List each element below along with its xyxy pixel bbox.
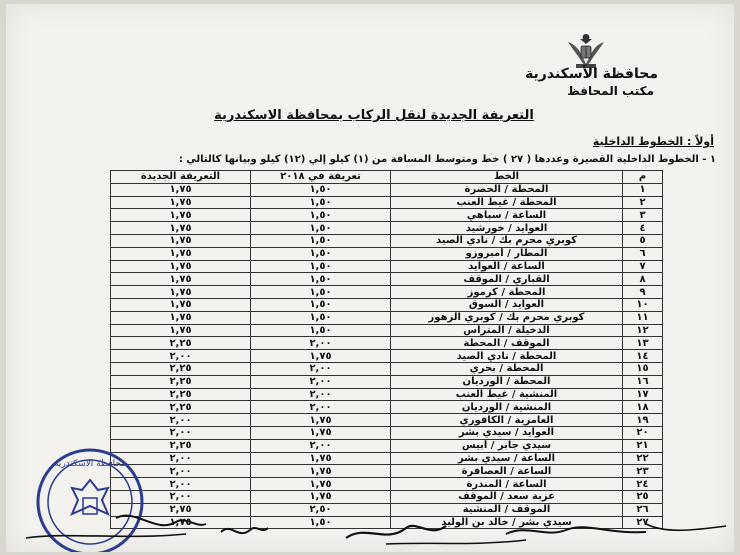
- row-route: الساعة / المندرة: [391, 478, 623, 491]
- row-route: الموقف / المحطة: [391, 337, 623, 350]
- row-route: كوبري محرم بك / كوبري الزهور: [391, 311, 623, 324]
- row-new-fare: ١,٧٥: [111, 222, 251, 235]
- row-route: الساعة / سيدي بشر: [391, 452, 623, 465]
- table-row: [111, 452, 663, 465]
- row-new-fare: ١,٧٥: [111, 516, 251, 529]
- table-row: [111, 209, 663, 222]
- row-new-fare: ١,٧٥: [111, 209, 251, 222]
- row-route: الساعة / العوايد: [391, 260, 623, 273]
- row-fare-2018: ٢,٠٠: [251, 401, 391, 414]
- row-index: ٣: [623, 209, 663, 222]
- row-fare-2018: ١,٧٥: [251, 452, 391, 465]
- table-row: [111, 337, 663, 350]
- row-route: المطار / أمبروزو: [391, 247, 623, 260]
- row-new-fare: ١,٧٥: [111, 260, 251, 273]
- row-index: ١٦: [623, 375, 663, 388]
- row-fare-2018: ٢,٠٠: [251, 439, 391, 452]
- row-fare-2018: ١,٥٠: [251, 311, 391, 324]
- row-fare-2018: ٢,٥٠: [251, 503, 391, 516]
- row-fare-2018: ١,٧٥: [251, 478, 391, 491]
- table-row: [111, 298, 663, 311]
- row-new-fare: ١,٧٥: [111, 196, 251, 209]
- row-new-fare: ٢,٠٠: [111, 426, 251, 439]
- row-index: ٧: [623, 260, 663, 273]
- row-route: العوايد / سيدي بشر: [391, 426, 623, 439]
- table-row: [111, 388, 663, 401]
- row-route: المنشية / الورديان: [391, 401, 623, 414]
- row-fare-2018: ١,٥٠: [251, 247, 391, 260]
- handwritten-signatures-icon: [6, 504, 734, 552]
- row-route: سيدي جابر / أبيس: [391, 439, 623, 452]
- row-route: الموقف / المنشية: [391, 503, 623, 516]
- row-index: ١١: [623, 311, 663, 324]
- row-fare-2018: ٢,٠٠: [251, 375, 391, 388]
- table-row: [111, 362, 663, 375]
- row-route: المحطة / بحري: [391, 362, 623, 375]
- row-fare-2018: ٢,٠٠: [251, 362, 391, 375]
- row-new-fare: ١,٧٥: [111, 234, 251, 247]
- row-fare-2018: ١,٥٠: [251, 209, 391, 222]
- row-route: عزبة سعد / الموقف: [391, 490, 623, 503]
- row-new-fare: ٢,٠٠: [111, 350, 251, 363]
- row-fare-2018: ١,٧٥: [251, 490, 391, 503]
- row-new-fare: ١,٧٥: [111, 298, 251, 311]
- table-row: [111, 260, 663, 273]
- table-row: [111, 401, 663, 414]
- row-route: المحطة / الحضرة: [391, 183, 623, 196]
- row-new-fare: ١,٧٥: [111, 324, 251, 337]
- row-new-fare: ٢,٢٥: [111, 375, 251, 388]
- row-index: ٢٥: [623, 490, 663, 503]
- row-fare-2018: ١,٥٠: [251, 273, 391, 286]
- row-route: العوايد / خورشيد: [391, 222, 623, 235]
- table-row: [111, 465, 663, 478]
- row-fare-2018: ١,٥٠: [251, 222, 391, 235]
- table-row: [111, 222, 663, 235]
- row-route: المحطة / غيط العنب: [391, 196, 623, 209]
- row-fare-2018: ١,٥٠: [251, 298, 391, 311]
- document-page: [6, 4, 734, 552]
- row-index: ٢٧: [623, 516, 663, 529]
- row-fare-2018: ١,٥٠: [251, 516, 391, 529]
- row-fare-2018: ١,٧٥: [251, 426, 391, 439]
- row-route: المنشية / غيط العنب: [391, 388, 623, 401]
- row-fare-2018: ١,٥٠: [251, 183, 391, 196]
- row-fare-2018: ١,٧٥: [251, 350, 391, 363]
- row-fare-2018: ١,٥٠: [251, 260, 391, 273]
- row-fare-2018: ١,٧٥: [251, 465, 391, 478]
- row-index: ١٥: [623, 362, 663, 375]
- row-new-fare: ٢,٢٥: [111, 337, 251, 350]
- table-row: [111, 375, 663, 388]
- table-row: [111, 286, 663, 299]
- table-row: [111, 273, 663, 286]
- table-header-row: [111, 171, 663, 184]
- table-row: [111, 478, 663, 491]
- row-route: سيدي بشر / خالد بن الوليد: [391, 516, 623, 529]
- row-index: ٢١: [623, 439, 663, 452]
- row-fare-2018: ٢,٠٠: [251, 388, 391, 401]
- row-route: كوبري محرم بك / نادي الصيد: [391, 234, 623, 247]
- section-heading: أولاً : الخطوط الداخلية: [592, 135, 714, 148]
- row-route: المحطة / كرموز: [391, 286, 623, 299]
- row-index: ٢: [623, 196, 663, 209]
- row-index: ١٧: [623, 388, 663, 401]
- subsection-description: ١ - الخطوط الداخلية القصيرة وعددها ( ٢٧ ) خط ومتوسط المسافة من (١) كيلو إلي (١٢) كيلو وبيانها كالتالي :: [178, 154, 716, 165]
- row-index: ٩: [623, 286, 663, 299]
- row-route: القباري / الموقف: [391, 273, 623, 286]
- document-title: التعريفة الجديدة لنقل الركاب بمحافظة الاسكندرية: [214, 108, 534, 123]
- table-row: [111, 490, 663, 503]
- header-route: الخط: [391, 171, 623, 184]
- row-new-fare: ٢,٠٠: [111, 490, 251, 503]
- header-fare-2018: تعريفة في ٢٠١٨: [251, 171, 391, 184]
- row-route: الساعة / العصافرة: [391, 465, 623, 478]
- table-row: [111, 426, 663, 439]
- row-new-fare: ٢,٠٠: [111, 465, 251, 478]
- row-index: ٢٣: [623, 465, 663, 478]
- row-index: ١٠: [623, 298, 663, 311]
- row-index: ١٢: [623, 324, 663, 337]
- egypt-eagle-emblem-icon: [564, 30, 608, 70]
- governorate-name: محافظة الأسكندرية: [525, 66, 658, 82]
- row-index: ١٨: [623, 401, 663, 414]
- row-index: ٤: [623, 222, 663, 235]
- fares-table: [110, 170, 663, 529]
- row-fare-2018: ٢,٠٠: [251, 337, 391, 350]
- row-index: ١: [623, 183, 663, 196]
- row-new-fare: ٢,٢٥: [111, 388, 251, 401]
- row-index: ٥: [623, 234, 663, 247]
- row-index: ١٣: [623, 337, 663, 350]
- table-row: [111, 234, 663, 247]
- row-new-fare: ١,٧٥: [111, 311, 251, 324]
- row-fare-2018: ١,٥٠: [251, 286, 391, 299]
- row-fare-2018: ١,٥٠: [251, 234, 391, 247]
- stamp-text: محافظة الاسكندرية: [53, 459, 127, 469]
- row-index: ٢٢: [623, 452, 663, 465]
- table-row: [111, 311, 663, 324]
- row-index: ١٤: [623, 350, 663, 363]
- row-new-fare: ١,٧٥: [111, 183, 251, 196]
- table-row: [111, 247, 663, 260]
- row-fare-2018: ١,٧٥: [251, 414, 391, 427]
- row-new-fare: ١,٧٥: [111, 247, 251, 260]
- row-route: المحطة / نادي الصيد: [391, 350, 623, 363]
- row-fare-2018: ١,٥٠: [251, 196, 391, 209]
- row-index: ٢٦: [623, 503, 663, 516]
- row-new-fare: ٢,٢٥: [111, 439, 251, 452]
- row-new-fare: ١,٧٥: [111, 286, 251, 299]
- row-route: العامرية / الكافوري: [391, 414, 623, 427]
- row-route: العوايد / السوق: [391, 298, 623, 311]
- row-index: ٢٠: [623, 426, 663, 439]
- header-new-fare: التعريفة الجديدة: [111, 171, 251, 184]
- row-route: الدخيلة / المتراس: [391, 324, 623, 337]
- row-index: ١٩: [623, 414, 663, 427]
- row-index: ٢٤: [623, 478, 663, 491]
- row-new-fare: ١,٧٥: [111, 273, 251, 286]
- header-index: م: [623, 171, 663, 184]
- row-route: الساعة / سباهي: [391, 209, 623, 222]
- table-row: [111, 324, 663, 337]
- row-new-fare: ٢,٠٠: [111, 478, 251, 491]
- office-name: مكتب المحافظ: [567, 84, 654, 98]
- table-row: [111, 414, 663, 427]
- row-new-fare: ٢,٧٥: [111, 503, 251, 516]
- row-fare-2018: ١,٥٠: [251, 324, 391, 337]
- row-route: المحطة / الورديان: [391, 375, 623, 388]
- table-row: [111, 183, 663, 196]
- row-new-fare: ٢,٢٥: [111, 362, 251, 375]
- row-index: ٨: [623, 273, 663, 286]
- row-new-fare: ٢,٠٠: [111, 414, 251, 427]
- table-row: [111, 439, 663, 452]
- table-row: [111, 196, 663, 209]
- row-index: ٦: [623, 247, 663, 260]
- table-row: [111, 350, 663, 363]
- row-new-fare: ٢,٠٠: [111, 452, 251, 465]
- row-new-fare: ٢,٢٥: [111, 401, 251, 414]
